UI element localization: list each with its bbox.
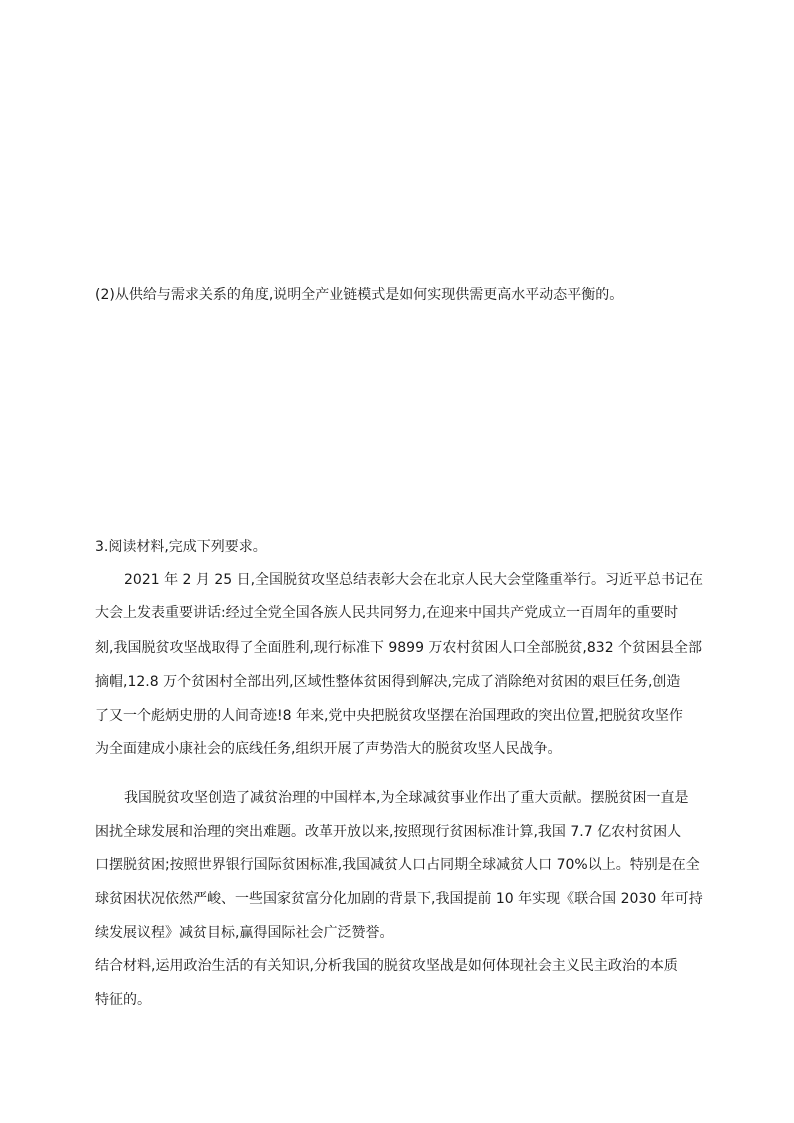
question-3-instruction-line: 特征的。 <box>95 992 151 1008</box>
material-paragraph-2-line: 我国脱贫攻坚创造了减贫治理的中国样本,为全球减贫事业作出了重大贡献。摆脱贫困一直是 <box>124 790 689 806</box>
material-paragraph-1-line: 刻,我国脱贫攻坚战取得了全面胜利,现行标准下 9899 万农村贫困人口全部脱贫,832 个贫困县全部 <box>95 640 703 656</box>
material-paragraph-1-line: 2021 年 2 月 25 日,全国脱贫攻坚总结表彰大会在北京人民大会堂隆重举行。习近平总书记在 <box>124 572 704 588</box>
material-paragraph-1-line: 摘帽,12.8 万个贫困村全部出列,区域性整体贫困得到解决,完成了消除绝对贫困的艰巨任务,创造 <box>95 674 681 690</box>
material-paragraph-1-line: 为全面建成小康社会的底线任务,组织开展了声势浩大的脱贫攻坚人民战争。 <box>95 741 562 757</box>
material-paragraph-1-line: 大会上发表重要讲话:经过全党全国各族人民共同努力,在迎来中国共产党成立一百周年的重要时 <box>95 605 679 621</box>
question-3-heading: 3.阅读材料,完成下列要求。 <box>95 539 267 555</box>
material-paragraph-2-line: 口摆脱贫困;按照世界银行国际贫困标准,我国减贫人口占同期全球减贫人口 70%以上。特别是在全 <box>95 857 700 873</box>
question-3-instruction-line: 结合材料,运用政治生活的有关知识,分析我国的脱贫攻坚战是如何体现社会主义民主政治的本质 <box>95 958 678 974</box>
material-paragraph-2-line: 续发展议程》减贫目标,赢得国际社会广泛赞誉。 <box>95 925 394 941</box>
material-paragraph-2-line: 困扰全球发展和治理的突出难题。改革开放以来,按照现行贫困标准计算,我国 7.7 亿农村贫困人 <box>95 824 682 840</box>
question-2-text: (2)从供给与需求关系的角度,说明全产业链模式是如何实现供需更高水平动态平衡的。 <box>95 287 624 303</box>
material-paragraph-1-line: 了又一个彪炳史册的人间奇迹!8 年来,党中央把脱贫攻坚摆在治国理政的突出位置,把脱贫攻坚作 <box>95 708 683 724</box>
material-paragraph-2-line: 球贫困状况依然严峻、一些国家贫富分化加剧的背景下,我国提前 10 年实现《联合国 2030 年可持 <box>95 891 703 907</box>
